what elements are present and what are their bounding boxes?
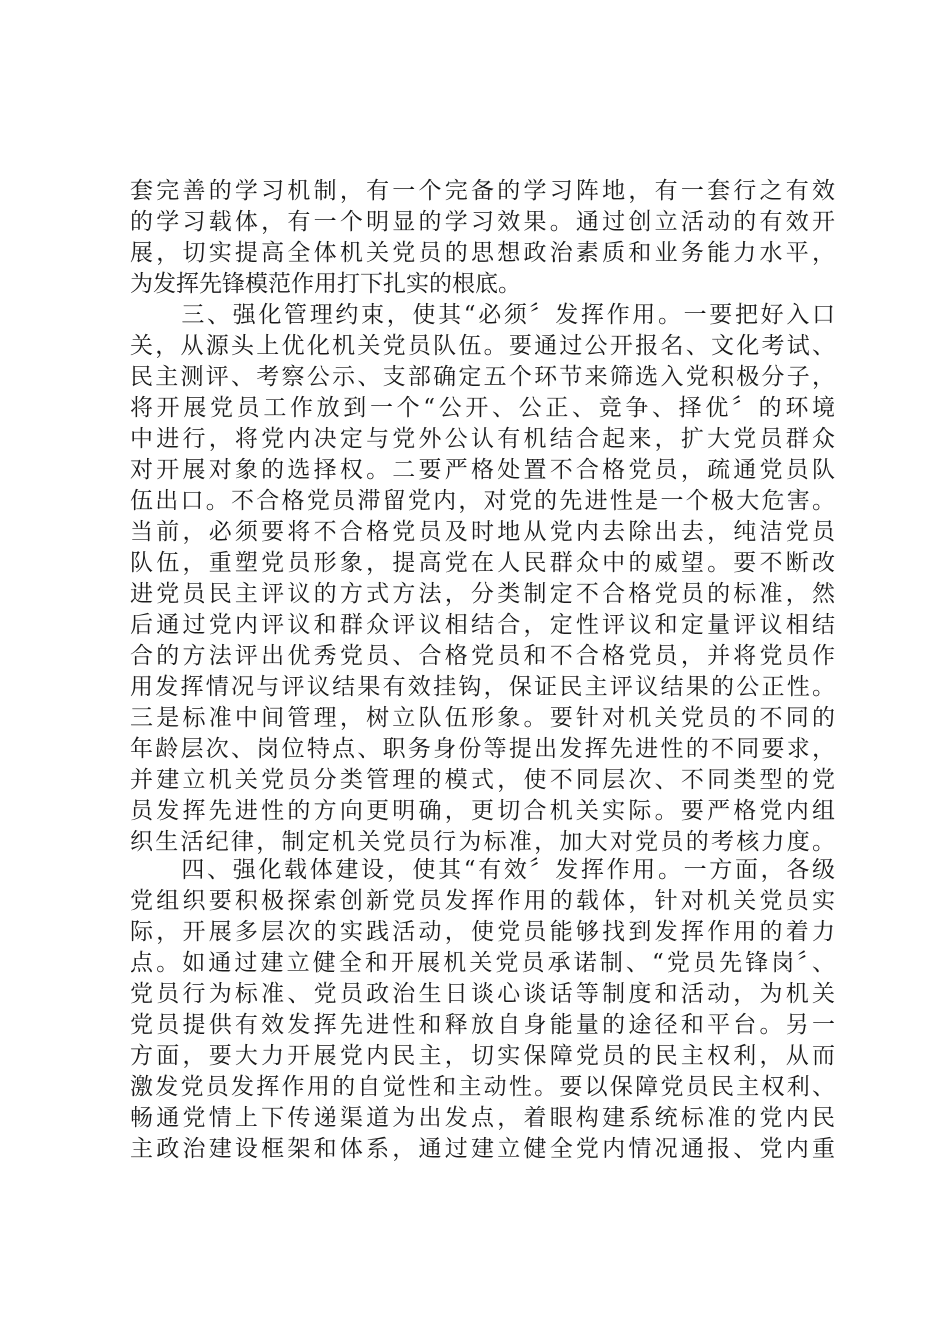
text-line: 畅通党情上下传递渠道为出发点，着眼构建系统标准的党内民 xyxy=(130,1105,835,1131)
text-line: 为发挥先锋模范作用打下扎实的根底。 xyxy=(130,271,521,297)
text-line: 方面，要大力开展党内民主，切实保障党员的民主权利，从而 xyxy=(130,1043,835,1069)
text-line: 队伍，重塑党员形象，提高党在人民群众中的威望。要不断改 xyxy=(130,550,835,576)
text-line: 四、强化载体建设，使其“有效〞发挥作用。一方面，各级 xyxy=(130,857,835,883)
text-line: 套完善的学习机制，有一个完备的学习阵地，有一套行之有效 xyxy=(130,178,835,204)
text-line: 对开展对象的选择权。二要严格处置不合格党员，疏通党员队 xyxy=(130,457,835,483)
text-line: 主政治建设框架和体系，通过建立健全党内情况通报、党内重 xyxy=(130,1136,835,1162)
text-line: 后通过党内评议和群众评议相结合，定性评议和定量评议相结 xyxy=(130,612,835,638)
text-line: 并建立机关党员分类管理的模式，使不同层次、不同类型的党 xyxy=(130,767,835,793)
text-line: 党员行为标准、党员政治生日谈心谈话等制度和活动，为机关 xyxy=(130,981,835,1007)
text-line: 合的方法评出优秀党员、合格党员和不合格党员，并将党员作 xyxy=(130,643,835,669)
text-line: 三、强化管理约束，使其“必须〞发挥作用。一要把好入口 xyxy=(130,302,835,328)
text-line: 三是标准中间管理，树立队伍形象。要针对机关党员的不同的 xyxy=(130,705,835,731)
text-block-1 xyxy=(130,176,835,858)
text-line: 党员提供有效发挥先进性和释放自身能量的途径和平台。另一 xyxy=(130,1012,835,1038)
text-line: 将开展党员工作放到一个“公开、公正、竞争、择优〞的环境 xyxy=(130,395,835,421)
text-line: 民主测评、考察公示、支部确定五个环节来筛选入党积极分子， xyxy=(130,364,835,390)
text-line: 进党员民主评议的方式方法，分类制定不合格党员的标准，然 xyxy=(130,581,835,607)
text-line: 的学习载体，有一个明显的学习效果。通过创立活动的有效开 xyxy=(130,209,835,235)
text-line: 际，开展多层次的实践活动，使党员能够找到发挥作用的着力 xyxy=(130,919,835,945)
text-line: 点。如通过建立健全和开展机关党员承诺制、“党员先锋岗〞、 xyxy=(130,950,835,976)
text-line: 中进行，将党内决定与党外公认有机结合起来，扩大党员群众 xyxy=(130,426,835,452)
text-block-2 xyxy=(130,855,835,1165)
text-line: 当前，必须要将不合格党员及时地从党内去除出去，纯洁党员 xyxy=(130,519,835,545)
text-line: 织生活纪律，制定机关党员行为标准，加大对党员的考核力度。 xyxy=(130,829,835,855)
text-line: 关，从源头上优化机关党员队伍。要通过公开报名、文化考试、 xyxy=(130,333,835,359)
text-line: 展，切实提高全体机关党员的思想政治素质和业务能力水平， xyxy=(130,240,835,266)
text-line: 伍出口。不合格党员滞留党内，对党的先进性是一个极大危害。 xyxy=(130,488,835,514)
text-line: 激发党员发挥作用的自觉性和主动性。要以保障党员民主权利、 xyxy=(130,1074,835,1100)
text-line: 党组织要积极探索创新党员发挥作用的载体，针对机关党员实 xyxy=(130,888,835,914)
text-line: 用发挥情况与评议结果有效挂钩，保证民主评议结果的公正性。 xyxy=(130,674,835,700)
text-line: 员发挥先进性的方向更明确，更切合机关实际。要严格党内组 xyxy=(130,798,835,824)
text-line: 年龄层次、岗位特点、职务身份等提出发挥先进性的不同要求， xyxy=(130,736,835,762)
